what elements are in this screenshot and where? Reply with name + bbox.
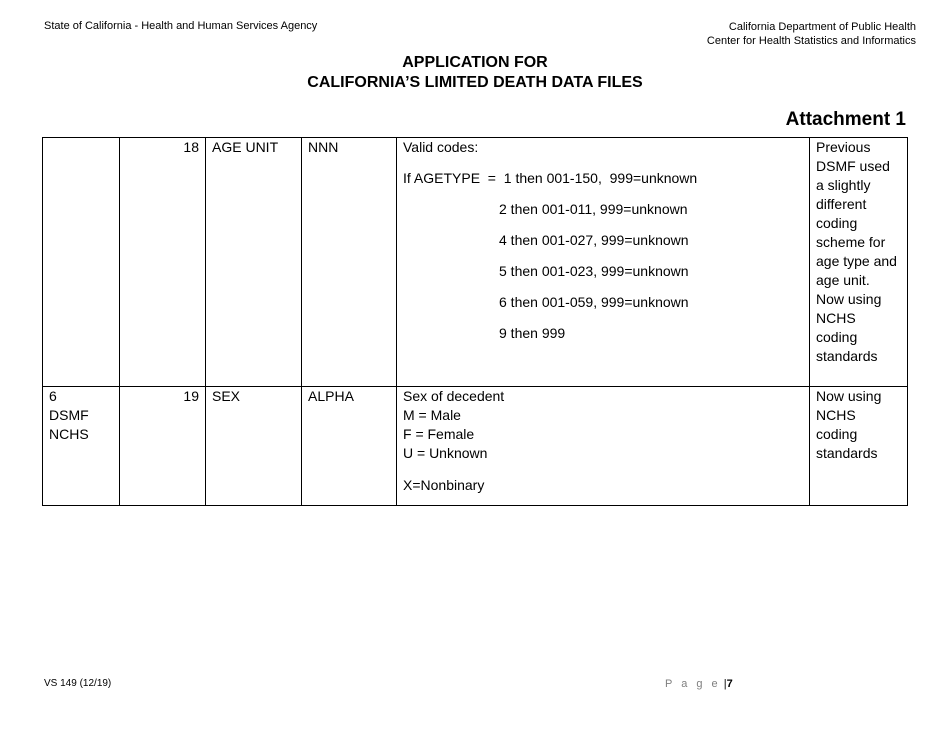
document-title <box>0 53 950 93</box>
comment-line: Now using <box>816 388 882 404</box>
attachment-label: Attachment 1 <box>785 109 906 130</box>
comment-line: coding <box>816 426 858 442</box>
center-name: Center for Health Statistics and Informatics <box>706 35 916 47</box>
field-format: ALPHA <box>302 387 397 506</box>
description-line: Sex of decedent <box>403 388 505 404</box>
table-row <box>43 138 908 387</box>
field-comments <box>810 138 908 387</box>
table-row <box>43 387 908 506</box>
description-line: U = Unknown <box>403 445 488 461</box>
comment-line: Now using <box>816 291 882 307</box>
field-name: AGE UNIT <box>206 138 302 387</box>
field-number: 19 <box>120 387 206 506</box>
comment-line: different <box>816 196 867 212</box>
description-line: 9 then 999 <box>499 325 566 341</box>
page-number: 7 <box>726 678 733 690</box>
description-line: If AGETYPE = 1 then 001-150, 999=unknown <box>403 170 698 186</box>
comment-line: scheme for <box>816 234 886 250</box>
comment-line: age type and <box>816 253 897 269</box>
comment-line: coding <box>816 215 858 231</box>
title-line2: CALIFORNIA’S LIMITED DEATH DATA FILES <box>307 74 643 91</box>
data-dictionary-table <box>42 137 908 506</box>
page-indicator <box>665 678 733 690</box>
comment-line: coding <box>816 329 858 345</box>
field-description <box>397 387 810 506</box>
page-separator: | <box>723 678 727 690</box>
field-format: NNN <box>302 138 397 387</box>
form-id: VS 149 (12/19) <box>44 678 112 689</box>
description-line: Valid codes: <box>403 139 479 155</box>
department-name: California Department of Public Health <box>728 21 916 33</box>
source-cell <box>43 387 120 506</box>
description-line: 4 then 001-027, 999=unknown <box>499 232 689 248</box>
field-comments <box>810 387 908 506</box>
source-line: DSMF <box>49 407 89 423</box>
field-description <box>397 138 810 387</box>
comment-line: NCHS <box>816 310 856 326</box>
source-cell <box>43 138 120 387</box>
comment-line: a slightly <box>816 177 871 193</box>
comment-line: NCHS <box>816 407 856 423</box>
comment-line: age unit. <box>816 272 870 288</box>
comment-line: standards <box>816 445 878 461</box>
description-line: 6 then 001-059, 999=unknown <box>499 294 689 310</box>
description-line: 5 then 001-023, 999=unknown <box>499 263 689 279</box>
description-line: 2 then 001-011, 999=unknown <box>499 201 688 217</box>
field-number: 18 <box>120 138 206 387</box>
description-line: F = Female <box>403 426 475 442</box>
comment-line: standards <box>816 348 878 364</box>
title-line1: APPLICATION FOR <box>402 54 548 71</box>
page-label: P a g e <box>665 678 721 690</box>
comment-line: Previous <box>816 139 871 155</box>
field-name: SEX <box>206 387 302 506</box>
agency-header: State of California - Health and Human Services Agency <box>44 20 318 32</box>
department-header <box>707 20 916 48</box>
description-line: M = Male <box>403 407 461 423</box>
description-line: X=Nonbinary <box>403 477 485 493</box>
source-line: NCHS <box>49 426 89 442</box>
comment-line: DSMF used <box>816 158 890 174</box>
source-line: 6 <box>49 388 57 404</box>
